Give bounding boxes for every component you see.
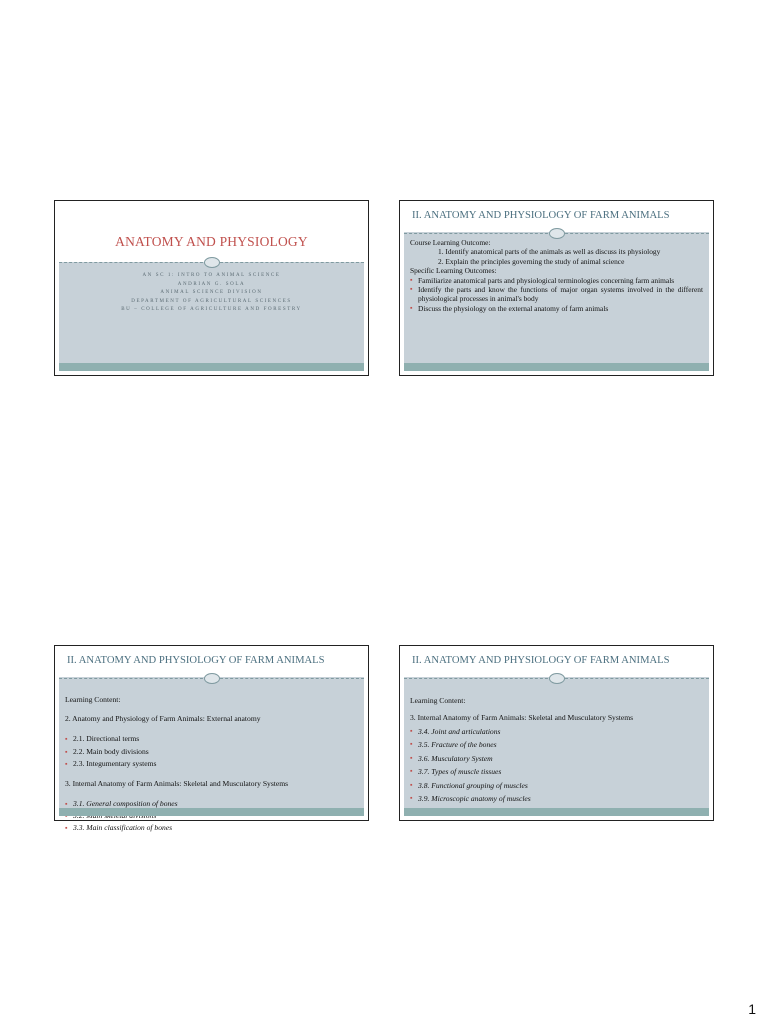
specific-outcomes-list bbox=[410, 276, 703, 314]
course-outcome-item: 1. Identify anatomical parts of the animals as well as discuss its physiology bbox=[438, 247, 661, 257]
section-heading: 3. Internal Anatomy of Farm Animals: Skeletal and Musculatory Systems bbox=[410, 712, 634, 722]
course-outcome-item: 2. Explain the principles governing the study of animal science bbox=[438, 256, 625, 266]
course-outcome-heading: Course Learning Outcome: bbox=[410, 238, 491, 247]
list-item: ▪ 3.3. Main classification of bones bbox=[65, 822, 358, 834]
section-3-list bbox=[65, 798, 358, 835]
slide-frame bbox=[59, 205, 364, 371]
list-item: ▪ 3.4. Joint and articulations bbox=[410, 725, 703, 738]
list-item: ▪ 3.6. Musculatory System bbox=[410, 752, 703, 765]
learning-content-heading: Learning Content: bbox=[410, 695, 466, 705]
learning-content-heading: Learning Content: bbox=[65, 694, 121, 704]
section-2-list bbox=[65, 733, 358, 770]
slide-title-page bbox=[54, 200, 369, 376]
slide-title: II. ANATOMY AND PHYSIOLOGY OF FARM ANIMALS bbox=[412, 655, 670, 666]
presenter-name: ANDRIAN G. SOLA bbox=[177, 281, 246, 287]
slide-footer-bar bbox=[59, 808, 364, 816]
section-heading: 2. Anatomy and Physiology of Farm Animals: External anatomy bbox=[65, 714, 261, 724]
ornament-knot-icon bbox=[549, 673, 565, 684]
section-heading: 3. Internal Anatomy of Farm Animals: Skeletal and Musculatory Systems bbox=[65, 778, 289, 788]
page-number: 1 bbox=[748, 1001, 756, 1017]
slide-footer-bar bbox=[404, 363, 709, 371]
list-item: ▪ Discuss the physiology on the external anatomy of farm animals bbox=[410, 304, 703, 313]
slide-title: II. ANATOMY AND PHYSIOLOGY OF FARM ANIMALS bbox=[412, 210, 670, 221]
slide-frame bbox=[404, 650, 709, 816]
slide-frame bbox=[59, 650, 364, 833]
slide-body bbox=[410, 238, 703, 313]
list-item: ▪ 3.8. Functional grouping of muscles bbox=[410, 779, 703, 792]
list-item: ▪ 2.3. Integumentary systems bbox=[65, 758, 358, 770]
slide-footer-bar bbox=[404, 808, 709, 816]
specific-outcomes-heading: Specific Learning Outcomes: bbox=[410, 266, 497, 276]
slide-title: II. ANATOMY AND PHYSIOLOGY OF FARM ANIMALS bbox=[67, 655, 325, 666]
department-line: DEPARTMENT OF AGRICULTURAL SCIENCES bbox=[131, 298, 292, 304]
section-3-list bbox=[410, 725, 703, 805]
list-item: ▪ 2.1. Directional terms bbox=[65, 733, 358, 745]
slide-footer-bar bbox=[59, 363, 364, 371]
slide-learning-content-1 bbox=[54, 645, 369, 833]
presentation-title: ANATOMY AND PHYSIOLOGY bbox=[115, 234, 308, 249]
presenter-info bbox=[59, 272, 364, 315]
slide-learning-content-2 bbox=[399, 645, 714, 821]
ornament-knot-icon bbox=[204, 673, 220, 684]
list-item: ▪ Familiarize anatomical parts and physiological terminologies concerning farm animals bbox=[410, 276, 703, 285]
slide-body bbox=[410, 688, 703, 805]
list-item: ▪ 2.2. Main body divisions bbox=[65, 746, 358, 758]
slide-learning-outcomes bbox=[399, 200, 714, 376]
ornament-knot-icon bbox=[204, 257, 220, 268]
list-item: ▪ Identify the parts and know the functions of major organ systems involved in the different physiological processes in animal's body bbox=[410, 285, 703, 304]
slide-frame bbox=[404, 205, 709, 371]
college-line: BU – COLLEGE OF AGRICULTURE AND FORESTRY bbox=[121, 307, 302, 313]
list-item: ▪ 3.9. Microscopic anatomy of muscles bbox=[410, 792, 703, 805]
list-item: ▪ 3.5. Fracture of the bones bbox=[410, 738, 703, 751]
slide-title-area bbox=[59, 205, 364, 262]
course-line: AN SC 1: INTRO TO ANIMAL SCIENCE bbox=[142, 273, 281, 278]
list-item: ▪ 3.1. General composition of bones bbox=[65, 798, 358, 810]
list-item: ▪ 3.7. Types of muscle tissues bbox=[410, 765, 703, 778]
division-line: ANIMAL SCIENCE DIVISION bbox=[160, 290, 263, 296]
